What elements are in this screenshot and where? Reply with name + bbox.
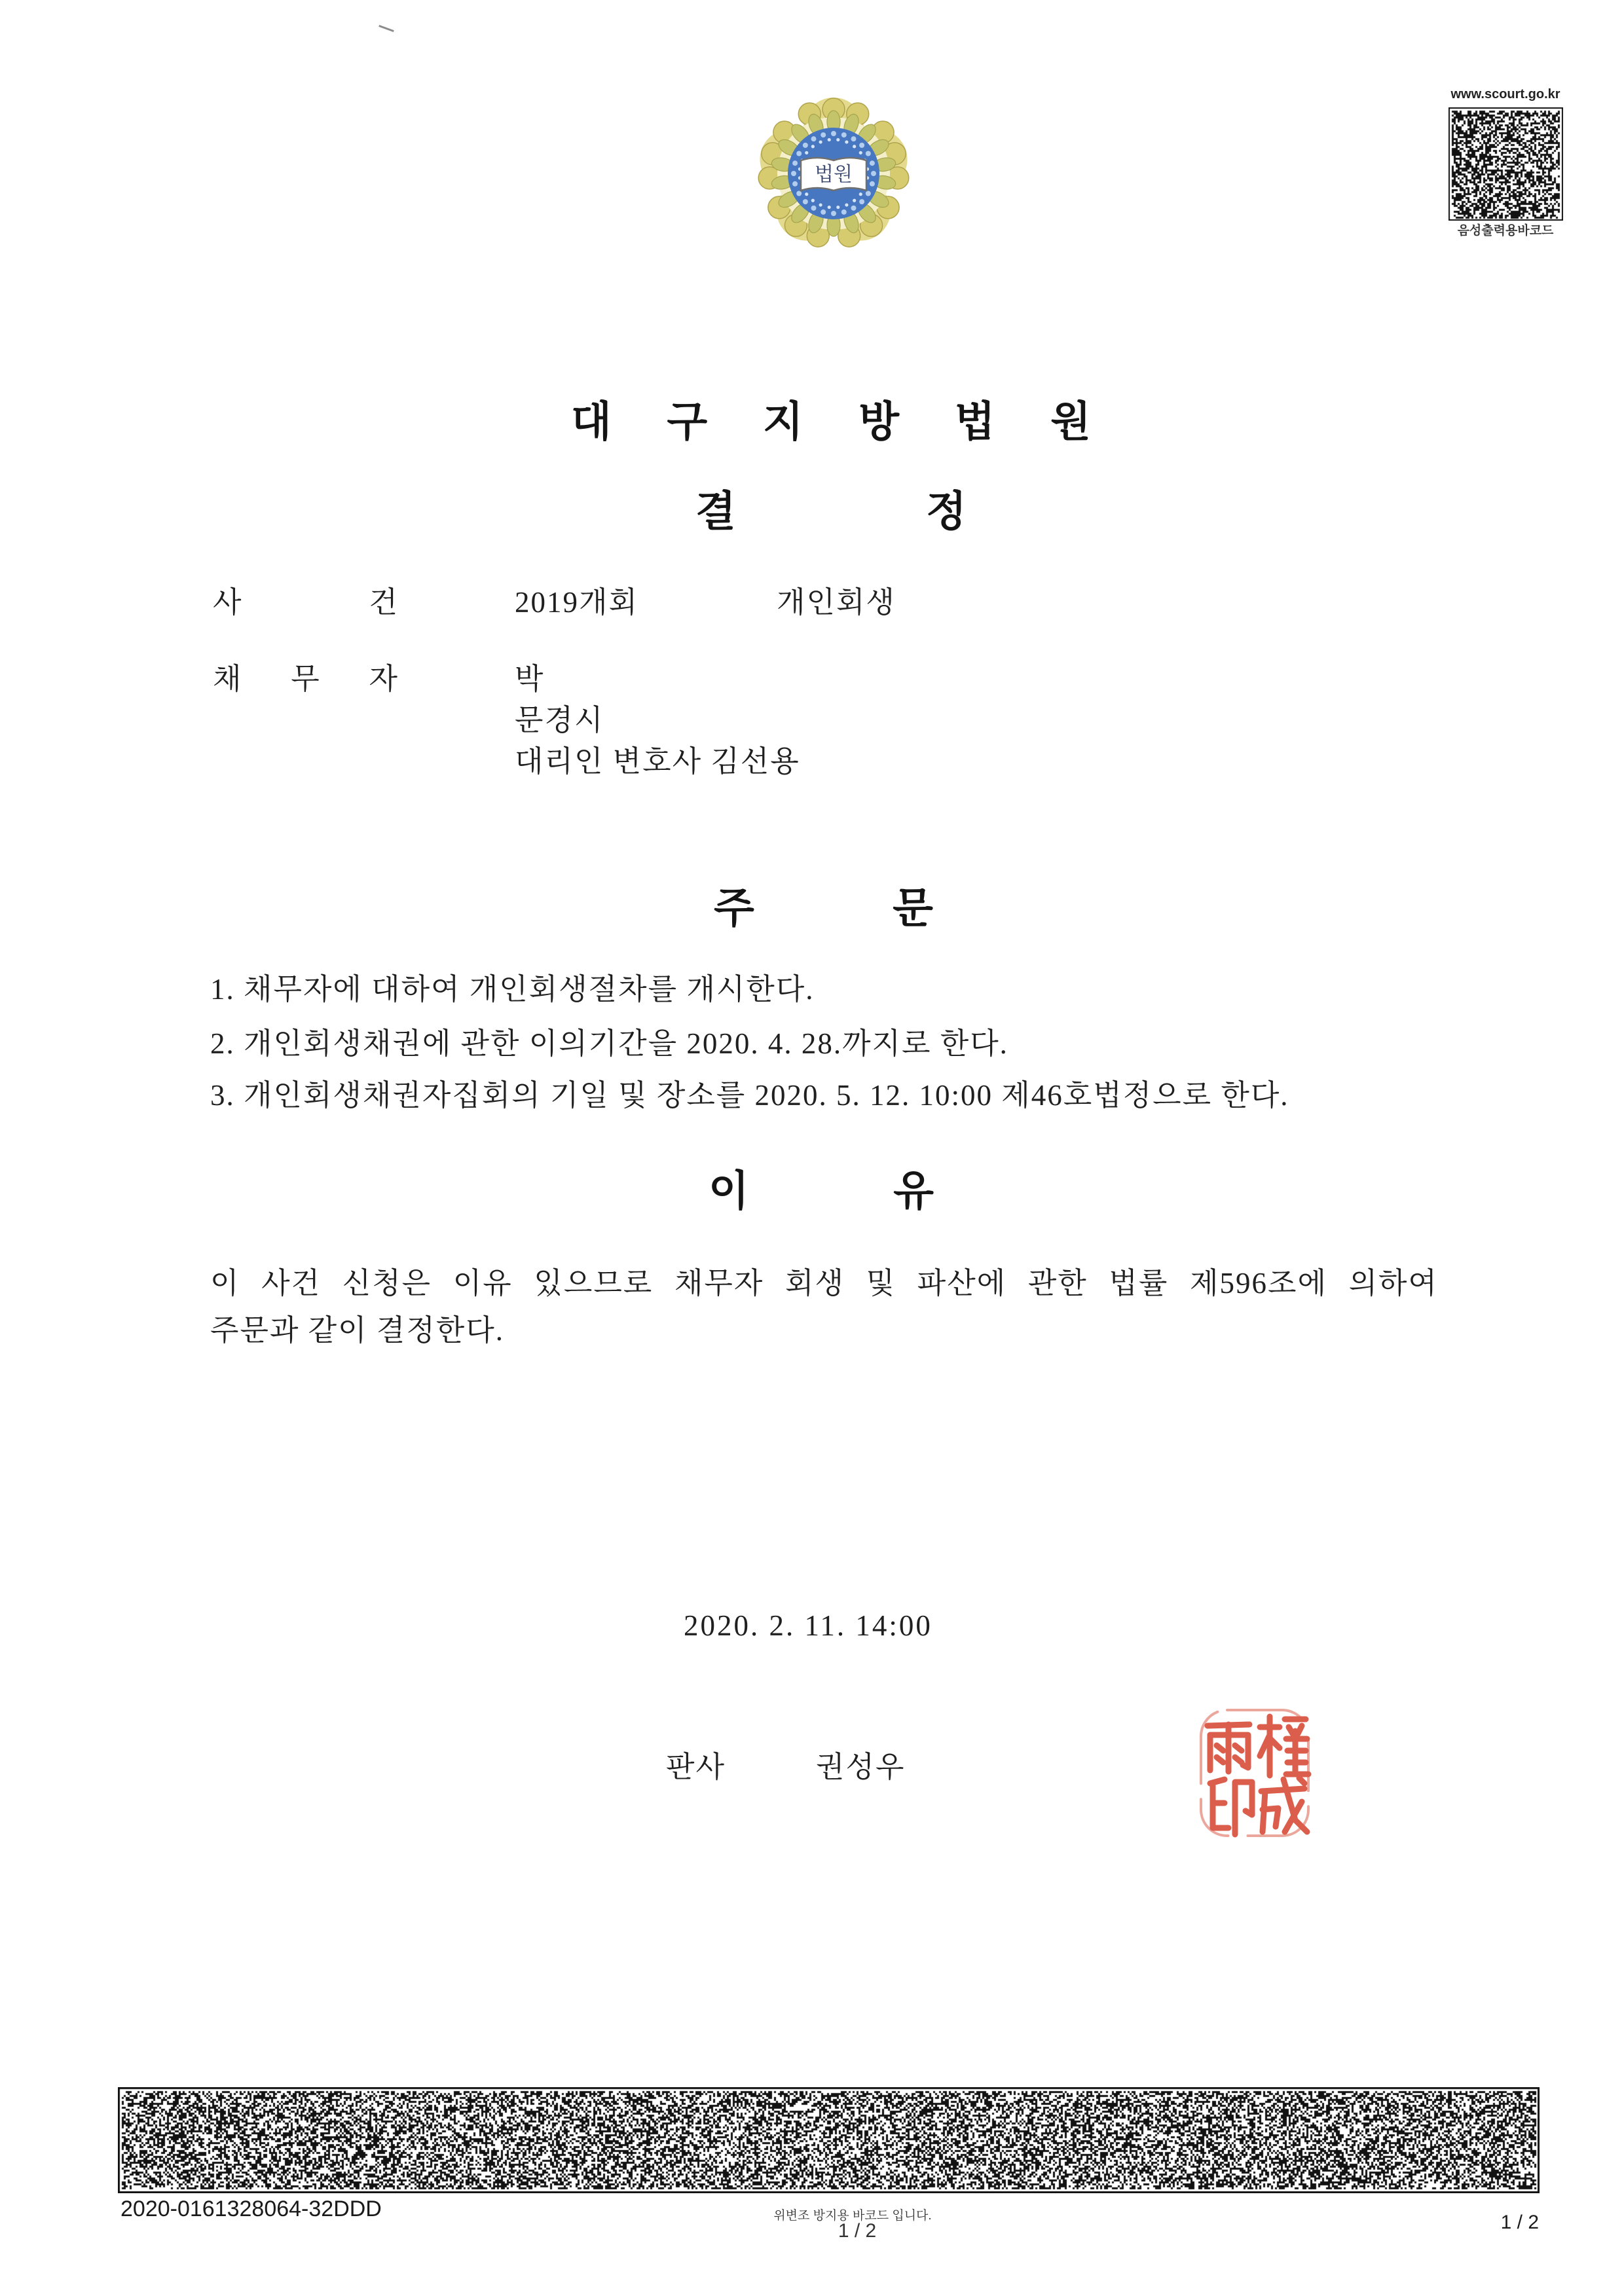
- seal-stroke: [1210, 1779, 1228, 1828]
- emblem-dot: [866, 191, 871, 196]
- anti-forgery-note: 위변조 방지용 바코드 입니다.: [773, 2209, 932, 2223]
- emblem-dot: [870, 160, 875, 166]
- document-type: 결 정: [695, 488, 967, 535]
- emblem-dot: [859, 143, 864, 148]
- order-item: 2. 개인회생채권에 관한 이의기간을 2020. 4. 28.까지로 한다.: [210, 1027, 1008, 1060]
- emblem-dot: [871, 171, 876, 176]
- emblem-dot: [803, 143, 808, 148]
- emblem-dot: [836, 206, 840, 209]
- emblem-dot: [792, 181, 798, 187]
- emblem-dot: [836, 138, 840, 141]
- order-item: 1. 채무자에 대하여 개인회생절차를 개시한다.: [210, 973, 815, 1006]
- emblem-dot: [828, 206, 831, 209]
- decision-datetime: 2020. 2. 11. 14:00: [684, 1609, 932, 1642]
- judge-name: 권성우: [816, 1751, 906, 1783]
- emblem-dot: [845, 203, 848, 206]
- emblem-dot: [859, 192, 862, 196]
- emblem-dot: [803, 199, 808, 204]
- case-label: 사 건: [213, 586, 397, 619]
- emblem-dot: [841, 210, 847, 215]
- emblem-dot: [870, 181, 875, 187]
- judge-seal: [1197, 1705, 1312, 1841]
- emblem-dot: [859, 199, 864, 204]
- order-heading: 주 문: [714, 884, 933, 932]
- scan-mark: [378, 25, 394, 32]
- seal-stroke: [1235, 1782, 1252, 1834]
- case-name: 개인회생: [777, 586, 896, 619]
- emblem-dot: [845, 140, 848, 143]
- emblem-dot: [831, 211, 836, 216]
- emblem-text: 법원: [815, 163, 853, 186]
- emblem-dot: [811, 145, 815, 148]
- seal-strokes: [1201, 1710, 1308, 1836]
- emblem-dot: [831, 131, 836, 136]
- emblem-dot: [811, 199, 815, 202]
- debtor-address: 문경시: [515, 704, 604, 737]
- emblem-dot: [853, 145, 856, 148]
- anti-forgery-barcode: [118, 2087, 1540, 2193]
- emblem-dot: [853, 199, 856, 202]
- emblem-dot: [821, 132, 826, 137]
- emblem-dot: [796, 151, 802, 156]
- emblem-dot: [811, 136, 817, 141]
- voice-barcode-caption: 음성출력용바코드: [1457, 224, 1554, 238]
- emblem-dot: [828, 138, 831, 141]
- debtor-label: 채 무 자: [213, 663, 397, 695]
- site-url: www.scourt.go.kr: [1450, 87, 1560, 101]
- judge-title: 판사: [666, 1751, 726, 1783]
- order-item: 3. 개인회생채권자집회의 기일 및 장소를 2020. 5. 12. 10:00 제46호법정으로 한다.: [210, 1079, 1289, 1112]
- emblem-dot: [866, 151, 871, 156]
- case-number: 2019개회: [515, 586, 638, 619]
- reason-line: 이 사건 신청은 이유 있으므로 채무자 회생 및 파산에 관한 법률 제596조에 의하여: [210, 1267, 1438, 1300]
- emblem-dot: [805, 192, 808, 196]
- emblem-dot: [819, 203, 822, 206]
- court-name: 대 구 지 방 법 원: [571, 398, 1091, 445]
- emblem-dot: [805, 151, 808, 155]
- document-id: 2020-0161328064-32DDD: [120, 2196, 382, 2221]
- emblem-dot: [851, 136, 857, 141]
- emblem-dot: [791, 171, 796, 176]
- emblem-dot: [841, 132, 847, 137]
- reason-line: 주문과 같이 결정한다.: [210, 1314, 504, 1347]
- emblem-dot: [811, 206, 817, 211]
- emblem-dot: [796, 191, 802, 196]
- reason-heading: 이 유: [709, 1167, 934, 1214]
- emblem-dot: [792, 160, 798, 166]
- debtor-attorney: 대리인 변호사 김선용: [515, 745, 800, 778]
- emblem-dot: [859, 151, 862, 155]
- debtor-name: 박: [515, 663, 545, 695]
- emblem-dot: [821, 210, 826, 215]
- barcode-page-indicator: 1 / 2: [838, 2220, 877, 2242]
- voice-output-barcode: [1449, 107, 1563, 221]
- page-number: 1 / 2: [1500, 2212, 1539, 2233]
- emblem-dot: [819, 140, 822, 143]
- court-emblem-icon: [755, 95, 912, 252]
- emblem-dot: [851, 206, 857, 211]
